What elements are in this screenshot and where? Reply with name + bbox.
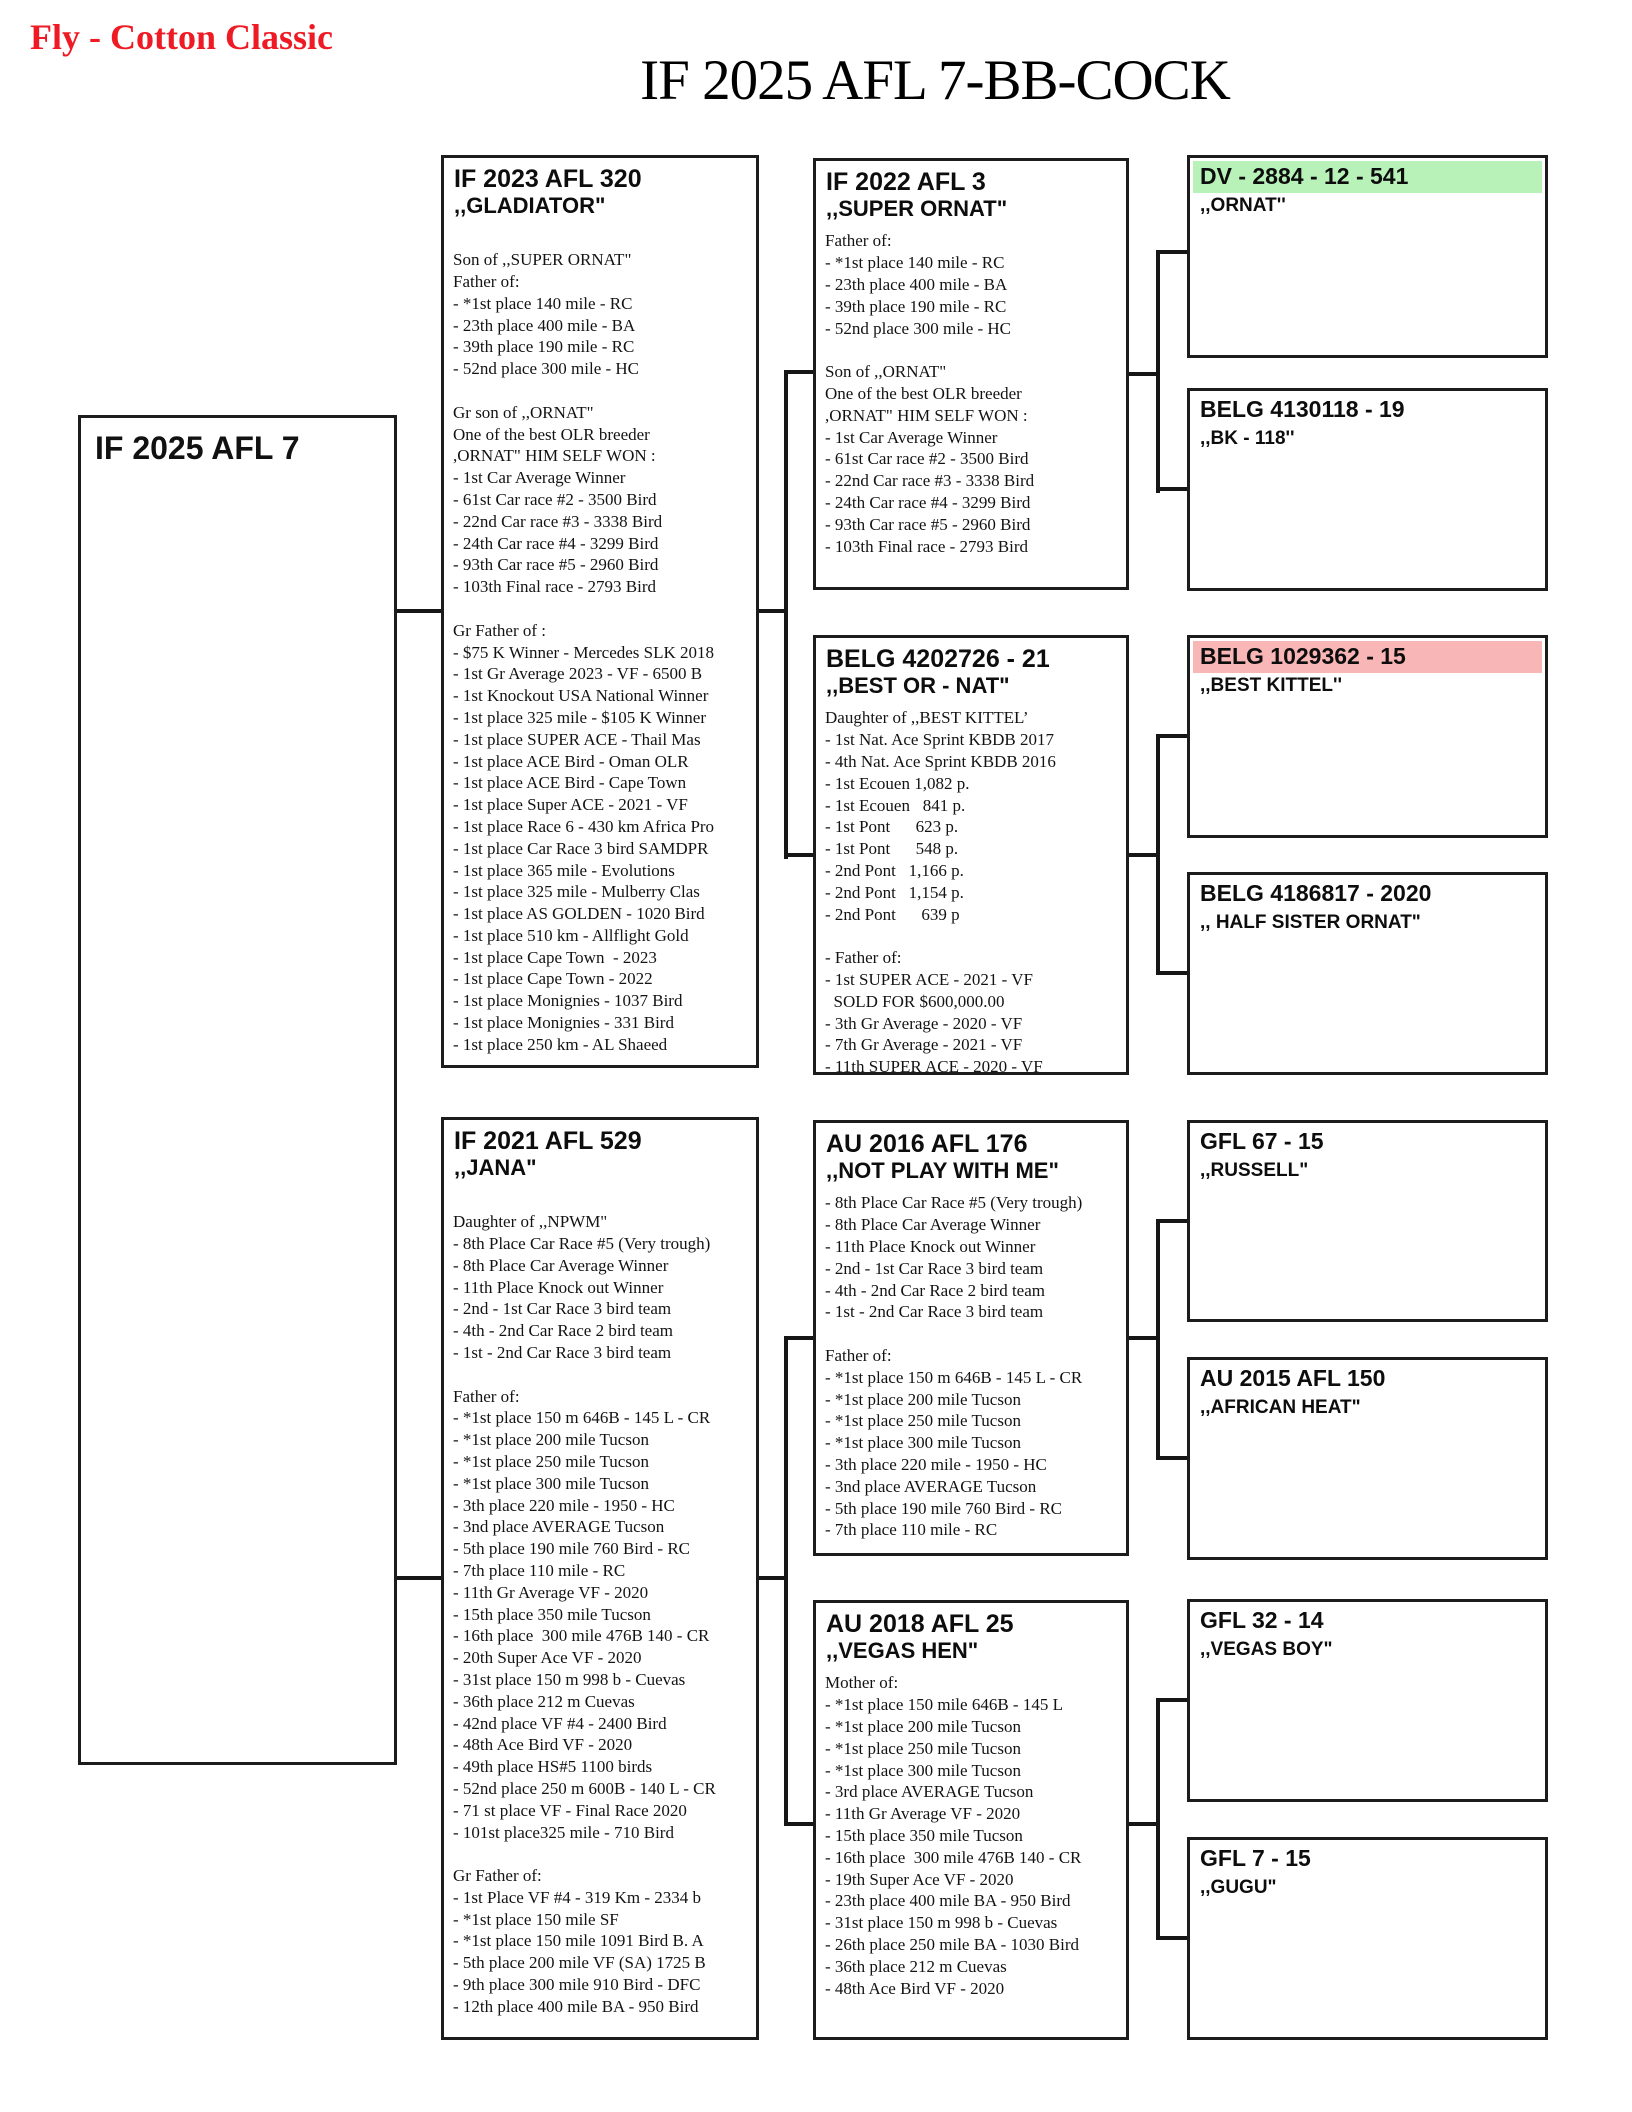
- connector-line: [1156, 971, 1187, 975]
- bird-id: BELG 1029362 - 15: [1193, 641, 1542, 673]
- connector-line: [1156, 1219, 1187, 1223]
- pedigree-line: - 36th place 212 m Cuevas: [453, 1691, 635, 1711]
- pedigree-line: - 12th place 400 mile BA - 950 Bird: [453, 1996, 699, 2016]
- pedigree-line: [453, 1189, 747, 1211]
- pedigree-line: - 3nd place AVERAGE Tucson: [453, 1517, 665, 1537]
- pedigree-line: SOLD FOR $600,000.00: [825, 991, 1005, 1011]
- pedigree-box-not-play-with-me: [813, 1120, 1129, 1556]
- pedigree-line: - 1st place Monignies - 1037 Bird: [453, 991, 683, 1011]
- pedigree-line: - 1st place Race 6 - 430 km Africa Pro: [453, 816, 715, 836]
- pedigree-box-subject: [78, 415, 397, 1765]
- connector-line: [1156, 734, 1160, 975]
- pedigree-line: [453, 380, 747, 402]
- connector-line: [784, 370, 813, 374]
- pedigree-line: - $75 K Winner - Mercedes SLK 2018: [453, 642, 715, 662]
- pedigree-box-gugu: [1187, 1837, 1548, 2040]
- pedigree-box-russell: [1187, 1120, 1548, 1322]
- pedigree-line: - 1st - 2nd Car Race 3 bird team: [825, 1302, 1044, 1322]
- pedigree-line: - 1st place 325 mile - Mulberry Clas: [453, 882, 700, 902]
- pedigree-line: - 1st Place VF #4 - 319 Km - 2334 b: [453, 1887, 702, 1907]
- achievement-list: [816, 1672, 1126, 1999]
- bird-id: DV - 2884 - 12 - 541: [1193, 161, 1542, 193]
- pedigree-line: - 15th place 350 mile Tucson: [453, 1604, 651, 1624]
- pedigree-line: - 1st place ACE Bird - Oman OLR: [453, 751, 689, 771]
- pedigree-line: - 7th Gr Average - 2021 - VF: [825, 1035, 1023, 1055]
- bird-id: BELG 4202726 - 21: [826, 645, 1050, 673]
- pedigree-box-half-sister-ornat: [1187, 872, 1548, 1075]
- bird-name: ,,BEST KITTEL'': [1200, 674, 1343, 696]
- pedigree-box-super-ornat: [813, 158, 1129, 590]
- pedigree-line: - *1st place 150 mile SF: [453, 1909, 619, 1929]
- bird-name: ,,VEGAS BOY": [1200, 1638, 1333, 1660]
- pedigree-line: - 1st Car Average Winner: [825, 427, 998, 447]
- box-header: [816, 1123, 1126, 1184]
- pedigree-line: - 15th place 350 mile Tucson: [825, 1825, 1023, 1845]
- pedigree-line: - 61st Car race #2 - 3500 Bird: [453, 489, 657, 509]
- pedigree-line: - 11th SUPER ACE - 2020 - VF: [825, 1057, 1043, 1077]
- pedigree-line: - 71 st place VF - Final Race 2020: [453, 1800, 687, 1820]
- pedigree-line: - 1st Gr Average 2023 - VF - 6500 B: [453, 664, 703, 684]
- pedigree-line: Son of ,,ORNAT": [825, 362, 947, 382]
- connector-line: [759, 609, 786, 613]
- box-header: [1190, 158, 1545, 218]
- pedigree-line: Daughter of ,,BEST KITTEL’: [825, 708, 1029, 728]
- pedigree-line: - 1st Car Average Winner: [453, 468, 626, 488]
- connector-line: [759, 1576, 786, 1580]
- pedigree-line: - 11th Place Knock out Winner: [825, 1236, 1036, 1256]
- pedigree-line: - 4th - 2nd Car Race 2 bird team: [825, 1280, 1045, 1300]
- connector-line: [784, 1822, 813, 1826]
- pedigree-line: - 19th Super Ace VF - 2020: [825, 1869, 1014, 1889]
- pedigree-line: - 8th Place Car Average Winner: [825, 1215, 1041, 1235]
- connector-line: [1156, 1698, 1160, 1940]
- pedigree-line: - *1st place 140 mile - RC: [825, 253, 1005, 273]
- connector-line: [784, 1336, 813, 1340]
- bird-id: IF 2022 AFL 3: [826, 168, 986, 196]
- pedigree-line: - 52nd place 300 mile - HC: [453, 359, 640, 379]
- bird-name: ,,ORNAT'': [1200, 194, 1286, 216]
- connector-line: [784, 853, 813, 857]
- pedigree-line: - 2nd Pont 639 p: [825, 904, 960, 924]
- connector-line: [1156, 1698, 1187, 1702]
- pedigree-line: Mother of:: [825, 1673, 899, 1693]
- pedigree-line: - 3th Gr Average - 2020 - VF: [825, 1013, 1023, 1033]
- bird-name: ,,SUPER ORNAT": [826, 196, 1008, 221]
- pedigree-line: - 103th Final race - 2793 Bird: [825, 536, 1029, 556]
- pedigree-line: - *1st place 150 m 646B - 145 L - CR: [453, 1408, 711, 1428]
- pedigree-line: - 2nd Pont 1,154 p.: [825, 882, 964, 902]
- pedigree-box-bk-118: [1187, 388, 1548, 591]
- pedigree-line: - 2nd - 1st Car Race 3 bird team: [453, 1299, 672, 1319]
- bird-name: ,,NOT PLAY WITH ME": [826, 1158, 1059, 1183]
- pedigree-line: - 52nd place 250 m 600B - 140 L - CR: [453, 1778, 716, 1798]
- bird-id: IF 2025 AFL 7: [95, 430, 300, 466]
- pedigree-line: - 42nd place VF #4 - 2400 Bird: [453, 1713, 667, 1733]
- pedigree-line: - 1st place ACE Bird - Cape Town: [453, 773, 687, 793]
- pedigree-box-african-heat: [1187, 1357, 1548, 1560]
- pedigree-line: - *1st place 140 mile - RC: [453, 293, 633, 313]
- pedigree-line: - 39th place 190 mile - RC: [825, 296, 1007, 316]
- pedigree-line: [453, 227, 747, 249]
- pedigree-line: - 8th Place Car Race #5 (Very trough): [453, 1233, 711, 1253]
- pedigree-line: - 11th Place Knock out Winner: [453, 1277, 664, 1297]
- connector-line: [784, 1336, 788, 1826]
- pedigree-line: - 5th place 190 mile 760 Bird - RC: [453, 1539, 691, 1559]
- pedigree-line: - 1st place 510 km - Allflight Gold: [453, 925, 689, 945]
- achievement-list: [816, 1192, 1126, 1541]
- pedigree-line: [825, 339, 1117, 361]
- box-header: [816, 1603, 1126, 1664]
- pedigree-line: - 7th place 110 mile - RC: [453, 1560, 626, 1580]
- connector-line: [1156, 250, 1160, 493]
- pedigree-line: - 1st place Car Race 3 bird SAMDPR: [453, 838, 709, 858]
- bird-name: ,,RUSSELL": [1200, 1159, 1309, 1181]
- pedigree-box-vegas-hen: [813, 1600, 1129, 2040]
- pedigree-line: - 31st place 150 m 998 b - Cuevas: [453, 1669, 686, 1689]
- pedigree-line: - 1st place 325 mile - $105 K Winner: [453, 707, 706, 727]
- pedigree-box-ornat: [1187, 155, 1548, 358]
- pedigree-line: Father of:: [453, 271, 520, 291]
- bird-name: ,,BK - 118'': [1200, 427, 1295, 449]
- pedigree-line: - 4th Nat. Ace Sprint KBDB 2016: [825, 751, 1056, 771]
- bird-id: AU 2015 AFL 150: [1200, 1365, 1386, 1391]
- pedigree-line: Father of:: [453, 1386, 520, 1406]
- pedigree-line: - *1st place 150 mile 1091 Bird B. A: [453, 1931, 704, 1951]
- pedigree-line: - 5th place 190 mile 760 Bird - RC: [825, 1498, 1063, 1518]
- pedigree-line: - 1st place Super ACE - 2021 - VF: [453, 795, 688, 815]
- pedigree-line: - *1st place 150 m 646B - 145 L - CR: [825, 1367, 1083, 1387]
- pedigree-box-gladiator: [441, 155, 759, 1068]
- pedigree-line: - *1st place 300 mile Tucson: [825, 1433, 1021, 1453]
- pedigree-line: One of the best OLR breeder: [453, 424, 650, 444]
- pedigree-line: Gr Father of :: [453, 620, 547, 640]
- bird-id: BELG 4130118 - 19: [1200, 396, 1405, 422]
- pedigree-line: - 16th place 300 mile 476B 140 - CR: [453, 1626, 710, 1646]
- pedigree-line: ,ORNAT" HIM SELF WON :: [453, 446, 656, 466]
- pedigree-box-best-or-nat: [813, 635, 1129, 1075]
- pedigree-box-best-kittel: [1187, 635, 1548, 838]
- pedigree-line: - 24th Car race #4 - 3299 Bird: [825, 492, 1031, 512]
- pedigree-line: - 1st place AS GOLDEN - 1020 Bird: [453, 904, 705, 924]
- box-header: [1190, 1840, 1545, 1900]
- pedigree-line: - 49th place HS#5 1100 birds: [453, 1757, 653, 1777]
- pedigree-line: - 23th place 400 mile BA - 950 Bird: [825, 1891, 1071, 1911]
- pedigree-line: - 24th Car race #4 - 3299 Bird: [453, 533, 659, 553]
- bird-id: AU 2016 AFL 176: [826, 1130, 1028, 1158]
- pedigree-line: [825, 925, 1117, 947]
- pedigree-line: - 5th place 200 mile VF (SA) 1725 B: [453, 1953, 706, 1973]
- pedigree-line: - 3rd place AVERAGE Tucson: [825, 1782, 1034, 1802]
- pedigree-line: Gr Father of:: [453, 1866, 542, 1886]
- connector-line: [1156, 1936, 1187, 1940]
- pedigree-line: - 16th place 300 mile 476B 140 - CR: [825, 1847, 1082, 1867]
- pedigree-line: - 8th Place Car Average Winner: [453, 1255, 669, 1275]
- pedigree-line: - 48th Ace Bird VF - 2020: [453, 1735, 633, 1755]
- bird-id: BELG 4186817 - 2020: [1200, 880, 1432, 906]
- box-header: [816, 638, 1126, 699]
- pedigree-line: - 39th place 190 mile - RC: [453, 337, 635, 357]
- pedigree-line: - 1st Ecouen 841 p.: [825, 795, 966, 815]
- pedigree-line: - 20th Super Ace VF - 2020: [453, 1648, 642, 1668]
- pedigree-line: - 26th place 250 mile BA - 1030 Bird: [825, 1934, 1080, 1954]
- connector-line: [1156, 1456, 1187, 1460]
- pedigree-line: - 3th place 220 mile - 1950 - HC: [825, 1454, 1047, 1474]
- pedigree-line: - 23th place 400 mile - BA: [453, 315, 636, 335]
- pedigree-line: - 4th - 2nd Car Race 2 bird team: [453, 1321, 673, 1341]
- pedigree-line: - 1st SUPER ACE - 2021 - VF: [825, 969, 1033, 989]
- pedigree-line: - *1st place 250 mile Tucson: [825, 1738, 1021, 1758]
- pedigree-line: - 52nd place 300 mile - HC: [825, 318, 1012, 338]
- pedigree-line: - *1st place 200 mile Tucson: [825, 1716, 1021, 1736]
- pedigree-line: [453, 1843, 747, 1865]
- pedigree-line: - 93th Car race #5 - 2960 Bird: [453, 555, 659, 575]
- pedigree-line: - *1st place 150 mile 646B - 145 L: [825, 1695, 1063, 1715]
- achievement-list: [444, 227, 756, 1055]
- pedigree-line: - 9th place 300 mile 910 Bird - DFC: [453, 1975, 701, 1995]
- pedigree-line: - *1st place 250 mile Tucson: [453, 1451, 649, 1471]
- connector-line: [1156, 734, 1187, 738]
- pedigree-line: Gr son of ,,ORNAT": [453, 402, 594, 422]
- bird-id: AU 2018 AFL 25: [826, 1610, 1014, 1638]
- pedigree-line: - 3th place 220 mile - 1950 - HC: [453, 1495, 675, 1515]
- pedigree-line: - 22nd Car race #3 - 3338 Bird: [825, 471, 1035, 491]
- connector-line: [1156, 250, 1187, 254]
- pedigree-line: - 93th Car race #5 - 2960 Bird: [825, 514, 1031, 534]
- connector-line: [1156, 487, 1187, 491]
- box-header: [1190, 1360, 1545, 1420]
- pedigree-line: - 11th Gr Average VF - 2020: [453, 1582, 649, 1602]
- pedigree-line: - *1st place 300 mile Tucson: [453, 1473, 649, 1493]
- pedigree-line: [453, 598, 747, 620]
- pedigree-line: - 1st - 2nd Car Race 3 bird team: [453, 1342, 672, 1362]
- page-title: IF 2025 AFL 7-BB-COCK: [640, 49, 1230, 112]
- box-header: [1190, 1123, 1545, 1183]
- pedigree-box-vegas-boy: [1187, 1599, 1548, 1802]
- pedigree-line: - 2nd Pont 1,166 p.: [825, 860, 964, 880]
- achievement-list: [816, 707, 1126, 1078]
- pedigree-line: - 7th place 110 mile - RC: [825, 1520, 998, 1540]
- bird-id: GFL 7 - 15: [1200, 1845, 1311, 1871]
- pedigree-line: - 101st place325 mile - 710 Bird: [453, 1822, 674, 1842]
- pedigree-line: - 1st place SUPER ACE - Thail Mas: [453, 729, 701, 749]
- achievement-list: [816, 230, 1126, 557]
- bird-id: IF 2021 AFL 529: [454, 1127, 642, 1155]
- bird-name: ,, HALF SISTER ORNAT": [1200, 911, 1421, 933]
- bird-id: IF 2023 AFL 320: [454, 165, 642, 193]
- connector-line: [1156, 1219, 1160, 1460]
- pedigree-line: - 1st place Monignies - 331 Bird: [453, 1013, 674, 1033]
- pedigree-line: - 31st place 150 m 998 b - Cuevas: [825, 1913, 1058, 1933]
- pedigree-line: - 36th place 212 m Cuevas: [825, 1956, 1007, 1976]
- pedigree-line: - *1st place 200 mile Tucson: [825, 1389, 1021, 1409]
- pedigree-line: - 8th Place Car Race #5 (Very trough): [825, 1193, 1083, 1213]
- pedigree-line: [825, 1323, 1117, 1345]
- box-header: [444, 158, 756, 219]
- pedigree-line: Father of:: [825, 1345, 892, 1365]
- box-header: [1190, 875, 1545, 935]
- bird-name: ,,BEST OR - NAT": [826, 673, 1010, 698]
- pedigree-line: - *1st place 300 mile Tucson: [825, 1760, 1021, 1780]
- box-header: [816, 161, 1126, 222]
- pedigree-line: [453, 1364, 747, 1386]
- pedigree-line: - 1st place 250 km - AL Shaeed: [453, 1034, 668, 1054]
- bird-name: ,,GLADIATOR": [454, 193, 606, 218]
- connector-line: [397, 609, 441, 613]
- pedigree-line: - *1st place 250 mile Tucson: [825, 1411, 1021, 1431]
- achievement-list: [444, 1189, 756, 2017]
- connector-line: [784, 370, 788, 859]
- box-header: [1190, 391, 1545, 451]
- pedigree-line: - *1st place 200 mile Tucson: [453, 1430, 649, 1450]
- connector-line: [397, 1576, 441, 1580]
- bird-name: ,,VEGAS HEN": [826, 1638, 979, 1663]
- pedigree-line: - 1st place Cape Town - 2022: [453, 969, 653, 989]
- pedigree-line: - 1st place 365 mile - Evolutions: [453, 860, 675, 880]
- pedigree-line: - 103th Final race - 2793 Bird: [453, 577, 657, 597]
- pedigree-line: Father of:: [825, 231, 892, 251]
- bird-id: GFL 67 - 15: [1200, 1128, 1324, 1154]
- box-header: [444, 1120, 756, 1181]
- bird-name: ,,AFRICAN HEAT": [1200, 1396, 1361, 1418]
- box-header: [1190, 638, 1545, 698]
- pedigree-line: - 1st Nat. Ace Sprint KBDB 2017: [825, 730, 1055, 750]
- pedigree-line: - 61st Car race #2 - 3500 Bird: [825, 449, 1029, 469]
- pedigree-line: - Father of:: [825, 948, 902, 968]
- pedigree-line: - 48th Ace Bird VF - 2020: [825, 1978, 1005, 1998]
- pedigree-line: - 11th Gr Average VF - 2020: [825, 1804, 1021, 1824]
- pedigree-line: - 1st Ecouen 1,082 p.: [825, 773, 970, 793]
- bird-id: GFL 32 - 14: [1200, 1607, 1324, 1633]
- pedigree-line: - 22nd Car race #3 - 3338 Bird: [453, 511, 663, 531]
- pedigree-line: Son of ,,SUPER ORNAT": [453, 250, 632, 270]
- pedigree-line: - 1st place Cape Town - 2023: [453, 947, 657, 967]
- pedigree-line: Daughter of ,,NPWM": [453, 1212, 608, 1232]
- bird-name: ,,GUGU": [1200, 1876, 1277, 1898]
- box-header: [1190, 1602, 1545, 1662]
- pedigree-line: - 1st Knockout USA National Winner: [453, 686, 709, 706]
- pedigree-box-jana: [441, 1117, 759, 2040]
- pedigree-line: ,ORNAT" HIM SELF WON :: [825, 405, 1028, 425]
- pedigree-line: - 1st Pont 548 p.: [825, 839, 959, 859]
- bird-name: ,,JANA": [454, 1155, 537, 1180]
- pedigree-line: - 23th place 400 mile - BA: [825, 274, 1008, 294]
- pedigree-line: One of the best OLR breeder: [825, 383, 1022, 403]
- breeder-title: Fly - Cotton Classic: [30, 17, 333, 57]
- pedigree-line: - 1st Pont 623 p.: [825, 817, 959, 837]
- pedigree-line: - 3nd place AVERAGE Tucson: [825, 1476, 1037, 1496]
- pedigree-line: - 2nd - 1st Car Race 3 bird team: [825, 1258, 1044, 1278]
